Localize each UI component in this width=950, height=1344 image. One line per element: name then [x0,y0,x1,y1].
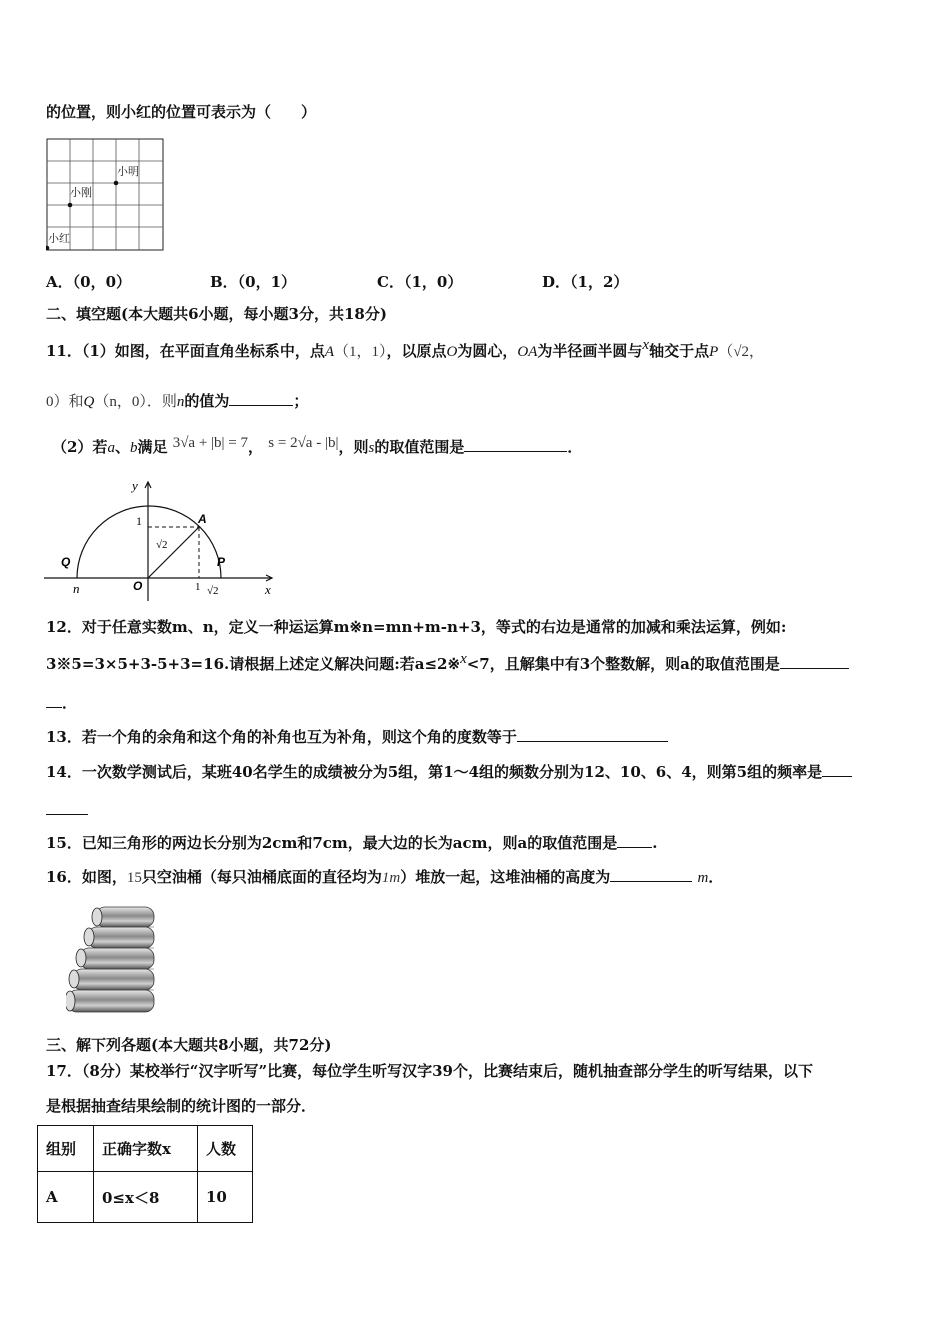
oa-label: OA [517,344,538,360]
q11-text: 、 [114,438,130,456]
fig-o-label: O [133,579,143,593]
diameter-unit: 1m [381,870,401,886]
point-xiaogang [68,203,73,208]
q16-text: 16．如图， [46,868,127,886]
q11-line3 [52,437,582,458]
answer-blank[interactable] [517,727,668,742]
answer-blank[interactable] [780,654,849,669]
coord-p: （√2， [718,344,764,360]
fig-one-label: 1 [136,514,142,528]
q11-line1 [46,337,764,362]
q11-text: （2）若 [52,438,108,456]
q15-text: 15．已知三角形的两边长分别为2cm和7cm，最大边的长为acm，则a的取值范围是 [46,834,618,852]
q12-text: ． [62,694,78,712]
option-d[interactable]: D．（1，2） [542,273,629,291]
q11-text: 0）和 [46,394,84,410]
q11-text: 满足 [137,438,168,456]
q11-text: ． [567,438,583,456]
fig-x-label: x [265,582,271,597]
answer-blank[interactable] [610,867,692,882]
q14 [46,762,852,782]
q11-text: 11．（1）如图，在平面直角坐标系中，点 [46,342,325,360]
point-q-label: Q [83,394,95,410]
fig-q-label: Q [61,555,71,569]
section-3-title: 三、解下列各题(本大题共8小题，共72分) [46,1036,332,1054]
answer-blank[interactable] [617,833,652,848]
oil-barrel-stack-image [66,903,176,1015]
a-var: a [107,440,115,456]
q13 [46,727,668,747]
answer-blank[interactable] [46,693,62,708]
q12-text: <7，且解集中有3个整数解，则a的取值范围是 [466,655,780,673]
q12-text: 3※5=3×5+3-5+3=16.请根据上述定义解决问题:若a≤2※ [46,655,461,673]
table-header-cell: 正确字数x [94,1126,198,1172]
table-cell: 0≤x＜8 [94,1172,198,1223]
q11-text: ，则 [338,438,369,456]
q11-text: ， [248,438,264,456]
q11-text: 的取值范围是 [374,438,465,456]
coord-q: （n，0）．则 [94,394,177,410]
q11-text: 的值为 [184,392,230,410]
fig-n-label: n [73,581,80,596]
label-xiaogang: 小刚 [70,187,92,199]
option-a[interactable]: A．（0，0） [46,273,132,291]
position-grid [46,138,166,252]
answer-blank[interactable] [822,762,852,777]
table-header-cell: 人数 [198,1126,253,1172]
q11-text: 轴交于点 [649,342,710,360]
q15-text: . [652,834,658,852]
label-xiaohong: 小红 [48,233,70,245]
answer-blank[interactable] [464,437,567,452]
n-var: n [176,394,185,410]
point-a-label: A [324,344,334,360]
unit-m: m [697,870,709,886]
q14-cont [46,800,88,820]
table-cell: 10 [198,1172,253,1223]
fig-a-label: A [198,512,207,526]
table-header-row [38,1126,253,1172]
q13-text: 13．若一个角的余角和这个角的补角也互为补角，则这个角的度数等于 [46,728,517,746]
q12-line1: 12．对于任意实数m、n，定义一种运运算m※n=mn+m-n+3，等式的右边是通常的加减和乘法运算，例如: [46,618,787,636]
q17-line1: 17．（8分）某校举行“汉字听写”比赛，每位学生听写汉字39个，比赛结束后，随机抽查部分学生的听写结果，以下 [46,1062,813,1080]
table-header-cell: 组别 [38,1126,94,1172]
q11-text: 为圆心， [457,342,518,360]
q16-text: ）堆放一起，这堆油桶的高度为 [400,868,611,886]
barrel-count: 15 [126,870,142,886]
q17-table [37,1125,253,1223]
fig-tick1-label: 1 [195,581,201,593]
q11-line2 [46,391,308,412]
answer-blank[interactable] [229,391,293,406]
option-c[interactable]: C．（1，0） [377,273,463,291]
q12-line2 [46,651,849,675]
table-row [38,1172,253,1223]
q11-text: 为半径画半圆与 [537,342,643,360]
section-2-title: 二、填空题(本大题共6小题，每小题3分，共18分) [46,305,387,323]
fig-sqrt2-inner: √2 [156,539,168,551]
b-var: b [129,440,138,456]
q12-line3 [46,693,77,713]
point-p-label: P [709,344,719,360]
q11-text: ，以原点 [386,342,447,360]
x-var: x [642,337,650,353]
equation-2: s = 2√a - |b| [268,435,339,451]
table-cell: A [38,1172,94,1223]
q14-text: 14．一次数学测试后，某班40名学生的成绩被分为5组，第1～4组的频数分别为12、10、6、4，则第5组的频率是 [46,763,823,781]
fig-p-label: P [217,555,226,569]
semicircle-figure [44,476,284,601]
s-var: s [368,440,375,456]
q16-text: ． [708,868,724,886]
x-var: x [460,651,467,667]
q15 [46,833,657,853]
equation-1: 3√a + |b| = 7 [172,435,249,451]
origin-label: O [446,344,458,360]
answer-blank[interactable] [46,800,88,815]
q10-tail: 的位置，则小红的位置可表示为（ ） [46,103,317,121]
label-xiaoming: 小明 [117,166,139,178]
coord-a: （1，1） [334,344,387,360]
q11-text: ； [293,392,309,410]
option-b[interactable]: B．（0，1） [210,273,297,291]
q16-text: 只空油桶（每只油桶底面的直径均为 [141,868,382,886]
fig-sqrt2-axis: √2 [207,585,219,597]
q16 [46,867,723,888]
q17-line2: 是根据抽查结果绘制的统计图的一部分． [46,1097,317,1115]
point-xiaoming [114,181,119,186]
fig-y-label: y [132,478,138,493]
